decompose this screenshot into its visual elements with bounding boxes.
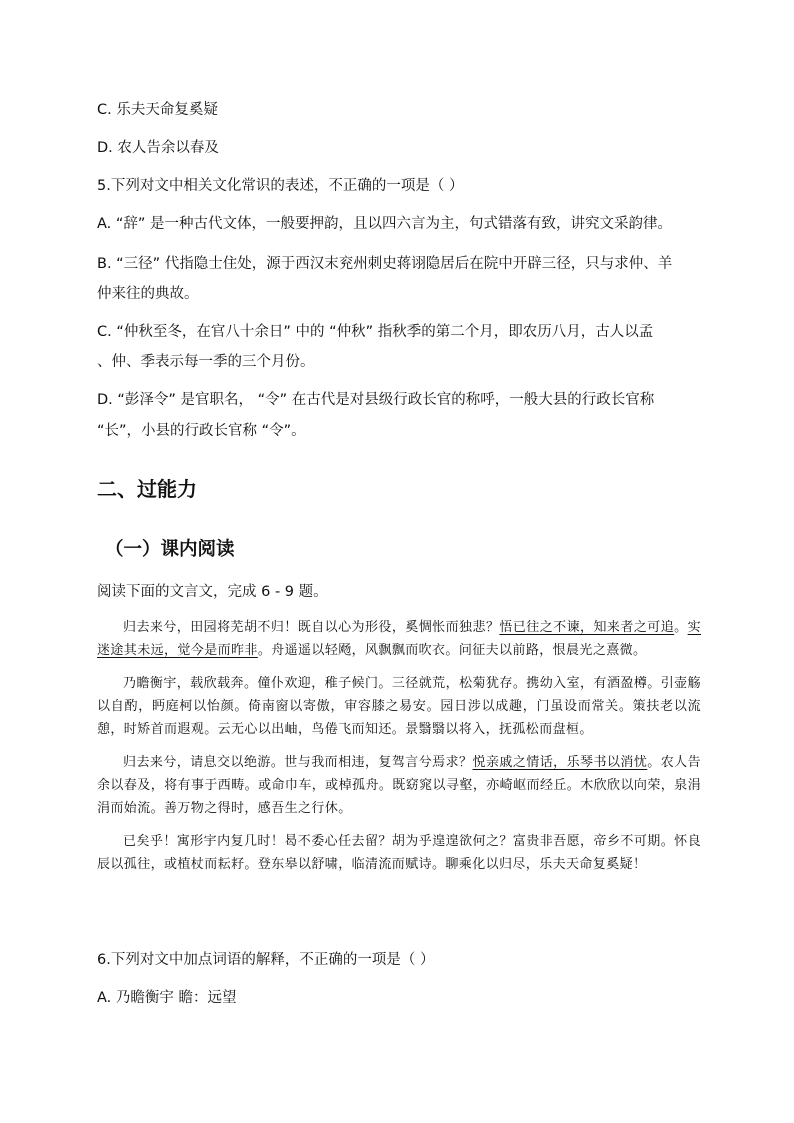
q5-option-c-line2: 、仲、季表示每一季的三个月份。	[97, 354, 315, 370]
q5-option-b-line2: 仲来往的典故。	[97, 286, 199, 302]
q5-option-b-line1: B. “三径” 代指隐士住处，源于西汉末兖州刺史蒋诩隐居后在院中开辟三径，只与求仲、羊	[97, 256, 673, 272]
passage-paragraph: 归去来兮，田园将芜胡不归！既自以心为形役，奚惆怅而独悲？悟已往之不谏，知来者之可追。实迷途其未远，觉今是而昨非。舟遥遥以轻飏，风飘飘而吹衣。问征夫以前路，恨晨光之熹微。	[97, 620, 702, 658]
passage-paragraph: 归去来兮，请息交以绝游。世与我而相违，复驾言兮焉求？悦亲戚之情话，乐琴书以消忧。农人告余以春及，将有事于西畴。或命巾车，或棹孤舟。既窈窕以寻壑，亦崎岖而经丘。木欣欣以向荣，泉涓涓而始流。善万物之得时，感吾生之行休。	[97, 755, 702, 816]
reading-instruction: 阅读下面的文言文，完成 6 - 9 题。	[97, 584, 328, 600]
q4-option-c: C. 乐夫天命复奚疑	[97, 102, 218, 118]
q6-option-a: A. 乃瞻衡宇 瞻：远望	[97, 990, 237, 1006]
q4-option-d: D. 农人告余以春及	[97, 140, 219, 156]
classical-passage	[97, 616, 701, 876]
q5-option-a: A. “辞” 是一种古代文体，一般要押韵，且以四六言为主，句式错落有致，讲究文采韵律。	[97, 216, 673, 232]
q5-stem: 5.下列对文中相关文化常识的表述，不正确的一项是（ ）	[97, 178, 464, 194]
q5-option-d-line1: D. “彭泽令” 是官职名， “令” 在古代是对县级行政长官的称呼，一般大县的行政长官称	[97, 392, 655, 408]
subsection-title: （一）课内阅读	[105, 539, 235, 560]
passage-paragraph: 已矣乎！寓形宇内复几时！曷不委心任去留？胡为乎遑遑欲何之？富贵非吾愿，帝乡不可期。怀良辰以孤往，或植杖而耘耔。登东皋以舒啸，临清流而赋诗。聊乘化以归尽，乐夫天命复奚疑！	[97, 834, 701, 872]
passage-paragraph: 乃瞻衡宇，载欣载奔。僮仆欢迎，稚子候门。三径就荒，松菊犹存。携幼入室，有酒盈樽。引壶觞以自酌，眄庭柯以怡颜。倚南窗以寄傲，审容膝之易安。园日涉以成趣，门虽设而常关。策扶老以流憩，时矫首而遐观。云无心以出岫，鸟倦飞而知还。景翳翳以将入，抚孤松而盘桓。	[97, 676, 701, 737]
section-title: 二、过能力	[97, 477, 197, 501]
underlined-sentence: 悟已往之不谏，知来者之可追	[499, 620, 675, 635]
q5-option-c-line1: C. “仲秋至冬，在官八十余日” 中的 “仲秋” 指秋季的第二个月，即农历八月，古人以孟	[97, 324, 654, 340]
underlined-sentence: 实迷途其未远，觉今是而昨非	[97, 620, 702, 658]
underlined-sentence: 悦亲戚之情话，乐琴书以消忧	[472, 755, 648, 770]
q6-stem: 6.下列对文中加点词语的解释，不正确的一项是（ ）	[97, 952, 435, 968]
q5-option-d-line2: “长”，小县的行政长官称 “令”。	[97, 423, 306, 439]
